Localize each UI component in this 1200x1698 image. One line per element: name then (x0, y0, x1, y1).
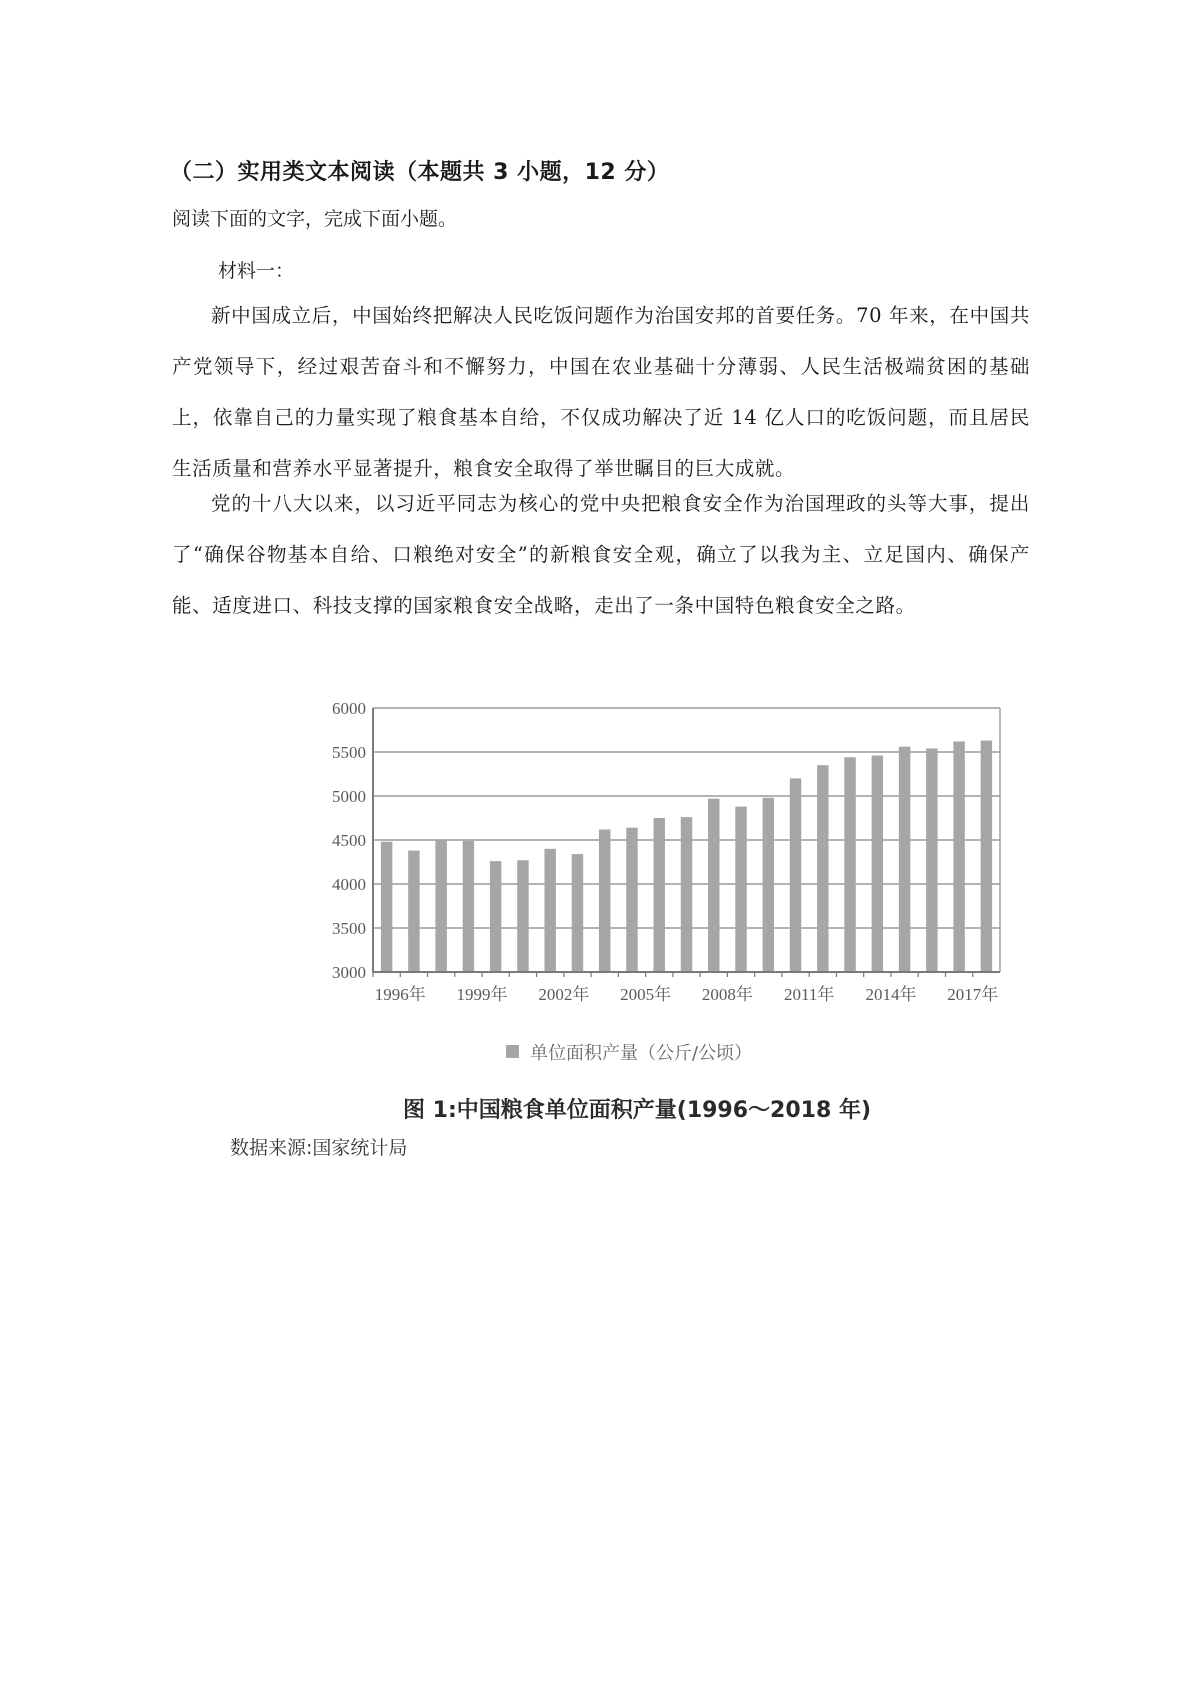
bar-2017 (953, 741, 964, 972)
x-tick-label: 2014年 (865, 985, 917, 1004)
bar-2005 (626, 828, 637, 972)
legend-swatch (506, 1045, 519, 1058)
bar-2003 (572, 854, 583, 972)
bar-2014 (872, 756, 883, 972)
y-tick-label: 4000 (332, 875, 366, 894)
y-tick-label: 3500 (332, 919, 366, 938)
chart-legend (506, 1043, 752, 1064)
bar-2006 (654, 818, 665, 972)
material-label: 材料一： (218, 260, 295, 282)
bar-2008 (708, 799, 719, 972)
y-tick-label: 4500 (332, 831, 366, 850)
bar-1999 (463, 841, 474, 972)
figure-caption: 图 1:中国粮食单位面积产量(1996～2018 年) (403, 1098, 871, 1123)
bar-2009 (735, 807, 746, 972)
bar-1998 (435, 840, 446, 972)
section-title: （二）实用类文本阅读（本题共 3 小题，12 分） (170, 160, 670, 185)
bar-1997 (408, 851, 419, 972)
x-tick-label: 2008年 (701, 985, 753, 1004)
bar-2010 (763, 798, 774, 972)
bar-2016 (926, 748, 937, 972)
y-tick-label: 5500 (332, 743, 366, 762)
y-tick-label: 3000 (332, 963, 366, 982)
bar-2002 (544, 849, 555, 972)
paragraph-1: 新中国成立后，中国始终把解决人民吃饭问题作为治国安邦的首要任务。70 年来，在中国共产党领导下，经过艰苦奋斗和不懈努力，中国在农业基础十分薄弱、人民生活极端贫困的基础上，依靠自己的力量实现了粮食基本自给，不仅成功解决了近 14 亿人口的吃饭问题，而且居民生活质量和营养水平显著提升，粮食安全取得了举世瞩目的巨大成就。 (172, 304, 1030, 480)
chart-axes (373, 708, 1000, 977)
x-tick-label: 2017年 (947, 985, 999, 1004)
y-tick-label: 5000 (332, 787, 366, 806)
bar-2012 (817, 765, 828, 972)
paragraph-2: 党的十八大以来，以习近平同志为核心的党中央把粮食安全作为治国理政的头等大事，提出了“确保谷物基本自给、口粮绝对安全”的新粮食安全观，确立了以我为主、立足国内、确保产能、适度进口、科技支撑的国家粮食安全战略，走出了一条中国特色粮食安全之路。 (172, 492, 1030, 617)
bar-1996 (381, 842, 392, 972)
legend-label: 单位面积产量（公斤/公顷） (530, 1043, 753, 1064)
x-tick-label: 1996年 (374, 985, 426, 1004)
chart-bars (381, 741, 992, 972)
bar-2004 (599, 829, 610, 972)
reading-instruction: 阅读下面的文字，完成下面小题。 (172, 208, 458, 230)
y-tick-labels (332, 699, 366, 982)
bar-2015 (899, 747, 910, 972)
x-tick-label: 2005年 (620, 985, 672, 1004)
x-tick-label: 1999年 (456, 985, 508, 1004)
figure-source: 数据来源:国家统计局 (230, 1137, 408, 1159)
x-tick-labels (375, 984, 998, 1004)
bar-2001 (517, 860, 528, 972)
x-tick-label: 2002年 (538, 985, 590, 1004)
y-tick-label: 6000 (332, 699, 366, 718)
bar-2011 (790, 778, 801, 972)
bar-2000 (490, 861, 501, 972)
bar-2018 (981, 741, 992, 972)
x-tick-label: 2011年 (783, 985, 835, 1004)
bar-2007 (681, 817, 692, 972)
bar-2013 (844, 757, 855, 972)
chart-gridlines (373, 708, 1000, 972)
